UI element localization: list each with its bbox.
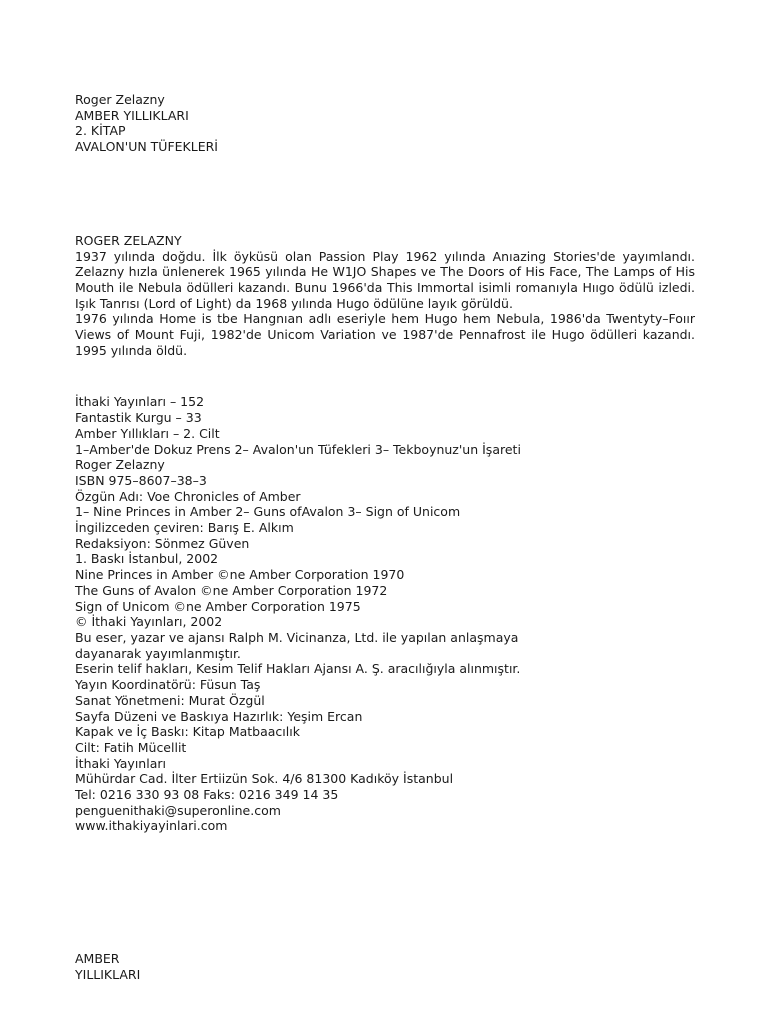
colophon-line: Kapak ve İç Baskı: Kitap Matbaacılık [75, 724, 300, 740]
author-name: Roger Zelazny [75, 92, 165, 107]
colophon-line: Nine Princes in Amber ©ne Amber Corporation 1970 [75, 567, 405, 583]
book-number: 2. KİTAP [75, 123, 126, 139]
website-line: www.ithakiyayinlari.com [75, 818, 228, 834]
colophon-line: Sayfa Düzeni ve Baskıya Hazırlık: Yeşim Ercan [75, 708, 363, 724]
colophon-line: Eserin telif hakları, Kesim Telif Hakları Ajansı A. Ş. aracılığıyla alınmıştır. [75, 661, 521, 677]
colophon-line: Roger Zelazny [75, 457, 165, 473]
colophon-line: Cilt: Fatih Mücellit [75, 739, 187, 755]
colophon-line: Tel: 0216 330 93 08 Faks: 0216 349 14 35 [75, 787, 339, 803]
colophon-line: Fantastik Kurgu – 33 [75, 410, 202, 426]
colophon-line: Sanat Yönetmeni: Murat Özgül [75, 692, 265, 708]
colophon-line: Mühürdar Cad. İlter Ertiizün Sok. 4/6 81300 Kadıköy İstanbul [75, 771, 454, 787]
footer-line: AMBER [75, 951, 120, 967]
colophon-line: Amber Yıllıkları – 2. Cilt [75, 425, 220, 441]
spacer [75, 358, 695, 394]
document-page [75, 92, 695, 983]
colophon-line: İngilizceden çeviren: Barış E. Alkım [75, 520, 294, 536]
colophon-line: © İthaki Yayınları, 2002 [75, 614, 223, 630]
footer-line: YILLIKLARI [75, 966, 141, 982]
colophon-line: İthaki Yayınları [75, 755, 166, 771]
colophon-line: dayanarak yayımlanmıştır. [75, 645, 241, 661]
colophon-line: Özgün Adı: Voe Chronicles of Amber [75, 488, 301, 504]
title-block [75, 92, 695, 155]
email-line: penguenithaki@superonline.com [75, 802, 281, 818]
colophon-line: Yayın Koordinatörü: Füsun Taş [75, 677, 261, 693]
colophon-line: Sign of Unicom ©ne Amber Corporation 1975 [75, 598, 361, 614]
spacer [75, 155, 695, 233]
bio-paragraph: 1976 yılında Home is tbe Hangnıan adlı eseriyle hem Hugo hem Nebula, 1986'da Twentyty–Foıır Views of Mount Fuji, 1982'de Unicom Variation ve 1987'de Pennafrost ile Hugo ödülleri kazandı. 1995 yılında öldü. [75, 311, 695, 358]
colophon [75, 394, 695, 834]
colophon-line: İthaki Yayınları – 152 [75, 394, 205, 410]
footer-block [75, 951, 695, 982]
bio-paragraph: 1937 yılında doğdu. İlk öyküsü olan Passion Play 1962 yılında Anıazing Stories'de yayımlandı. Zelazny hızla ünlenerek 1965 yılında He W1JO Shapes ve The Doors of His Face, The Lamps of His Mouth ile Nebula ödülleri kazandı. Bunu 1966'da This Immortal isimli romanıyla Hııgo ödülü izledi. Işık Tanrısı (Lord of Light) da 1968 yılında Hugo ödülüne layık görüldü. [75, 248, 695, 311]
colophon-line: Bu eser, yazar ve ajansı Ralph M. Vicinanza, Ltd. ile yapılan anlaşmaya [75, 629, 519, 645]
book-title: AVALON'UN TÜFEKLERİ [75, 139, 218, 155]
spacer [75, 834, 695, 951]
colophon-line: Redaksiyon: Sönmez Güven [75, 535, 250, 551]
colophon-line: ISBN 975–8607–38–3 [75, 472, 207, 488]
series-title: AMBER YILLIKLARI [75, 107, 189, 123]
colophon-line: 1–Amber'de Dokuz Prens 2– Avalon'un Tüfekleri 3– Tekboynuz'un İşareti [75, 441, 521, 457]
bio-heading: ROGER ZELAZNY [75, 232, 182, 248]
colophon-line: 1. Baskı İstanbul, 2002 [75, 551, 219, 567]
author-bio [75, 233, 695, 359]
colophon-line: 1– Nine Princes in Amber 2– Guns ofAvalon 3– Sign of Unicom [75, 504, 461, 520]
colophon-line: The Guns of Avalon ©ne Amber Corporation 1972 [75, 582, 388, 598]
